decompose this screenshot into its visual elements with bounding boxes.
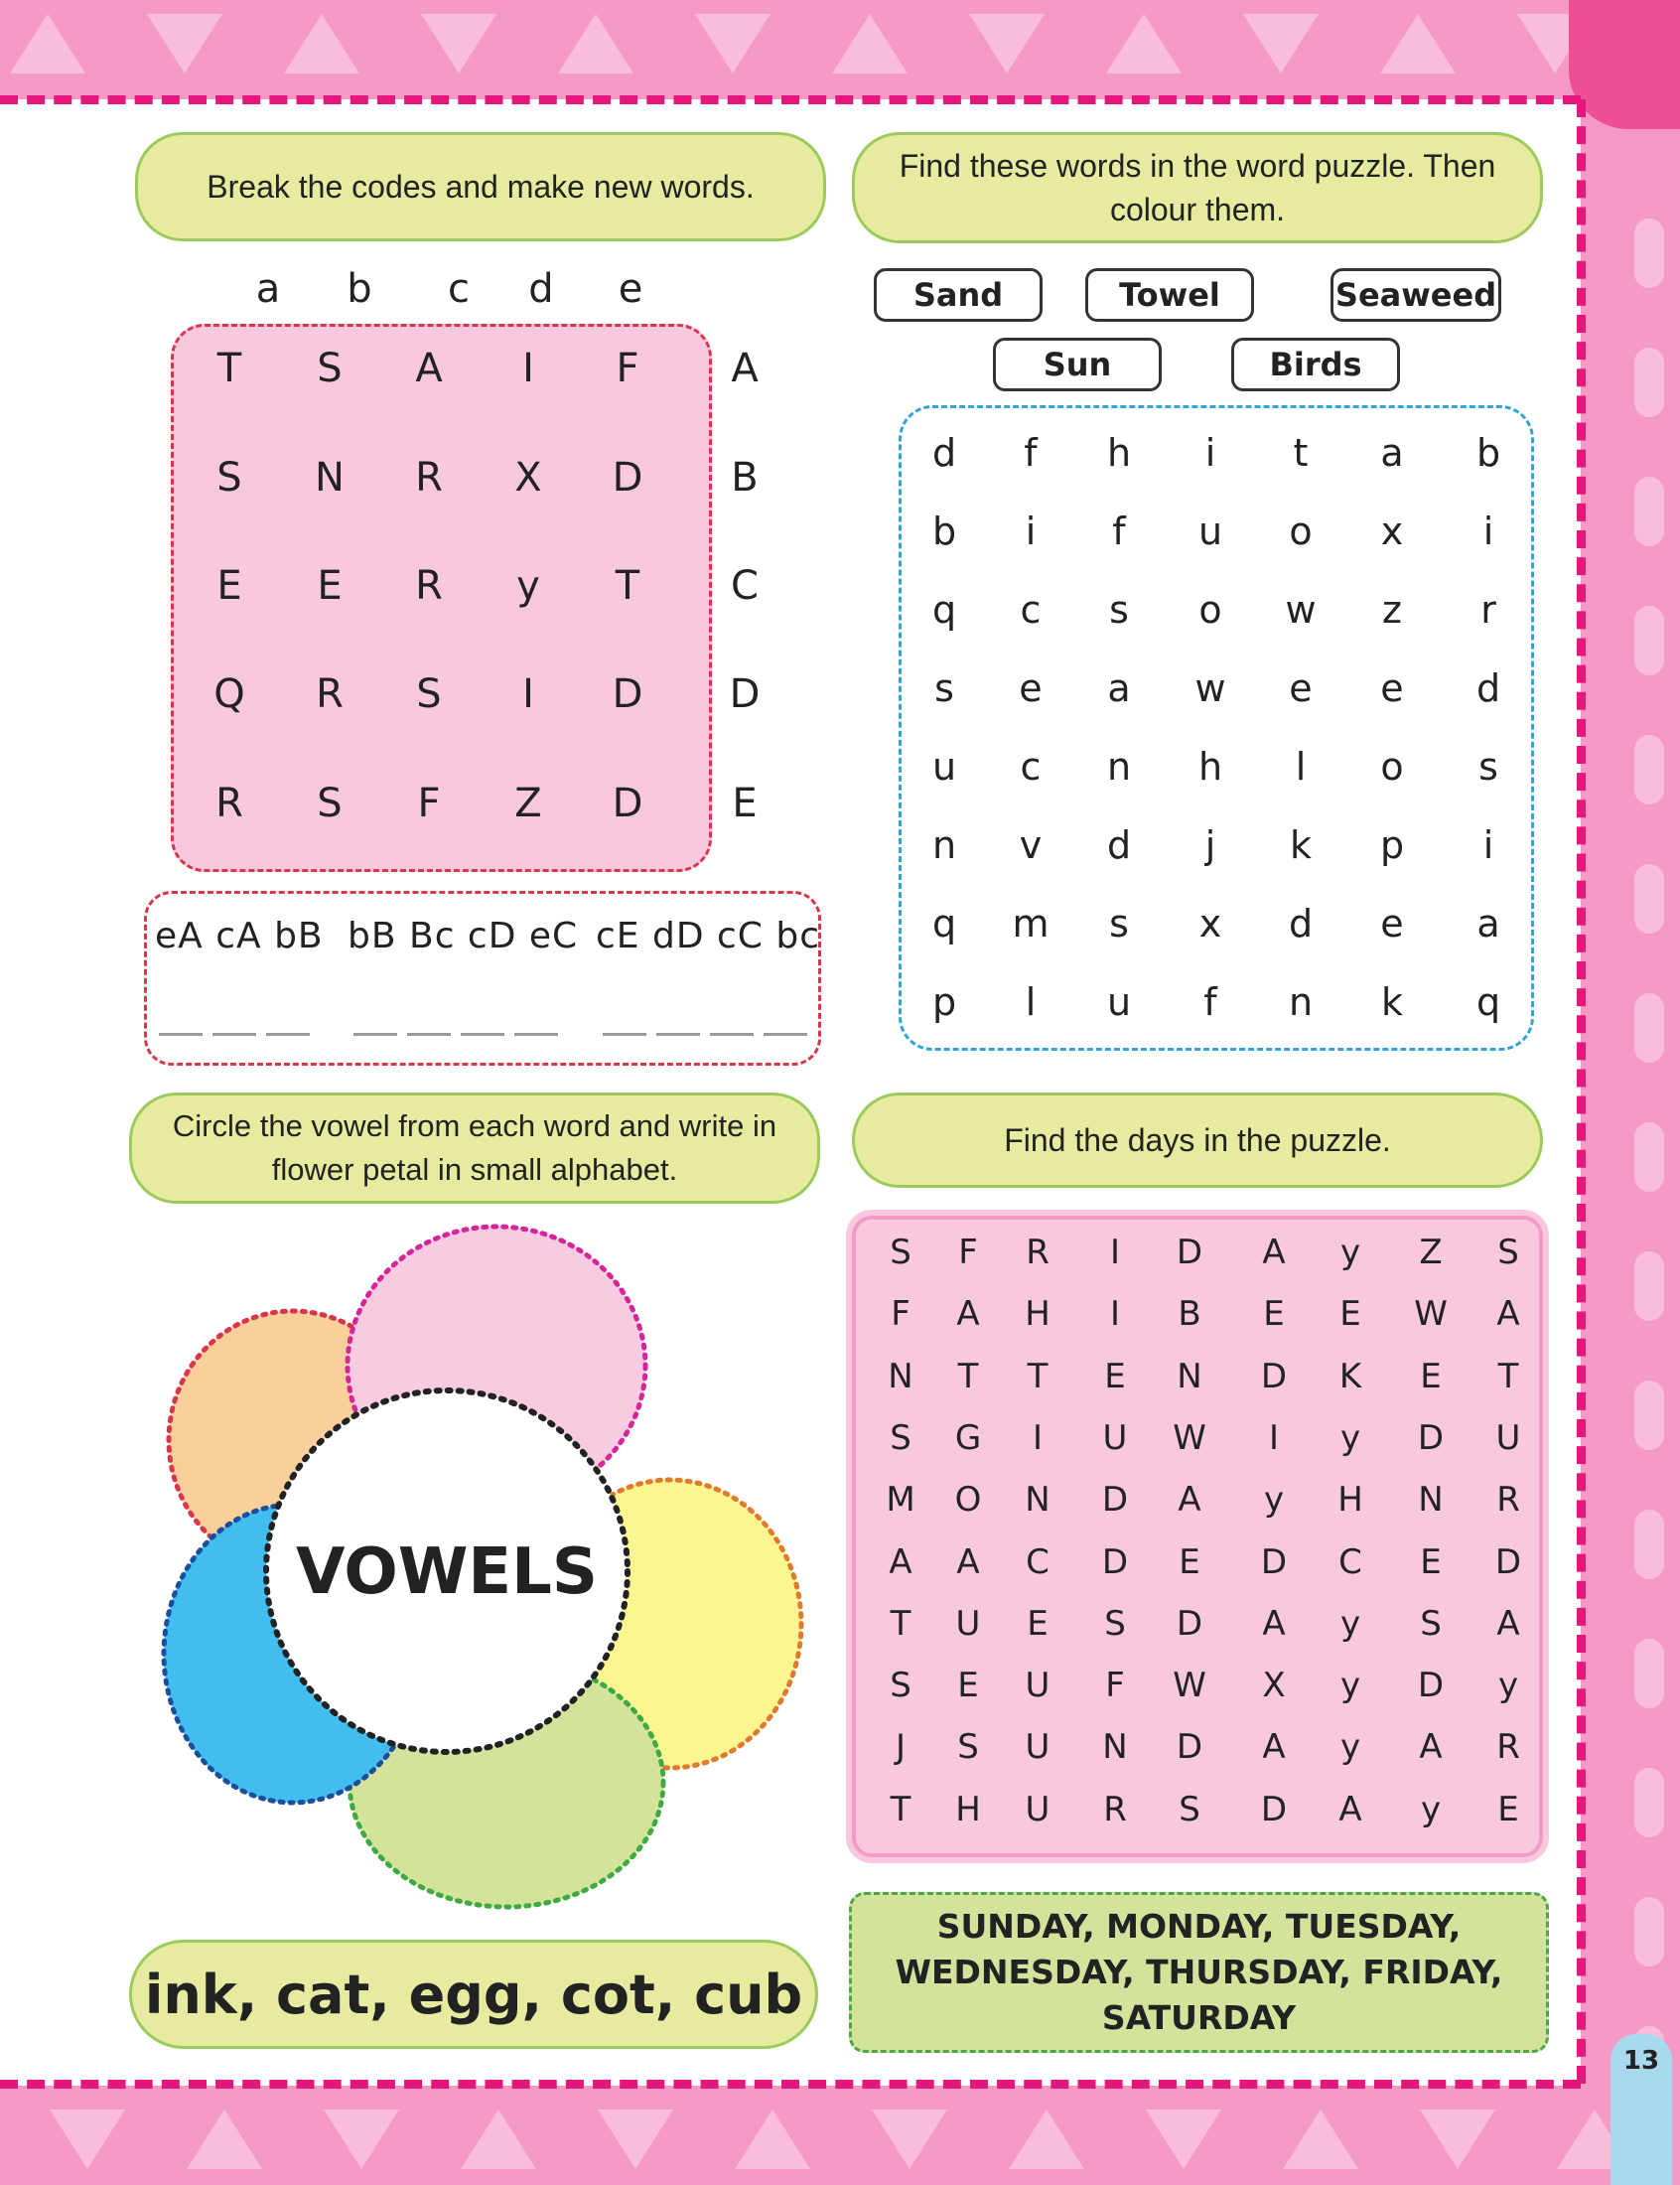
wordsearch-letter: r	[1480, 588, 1496, 632]
wordsearch-letter: d	[1106, 823, 1132, 867]
answer-blank[interactable]	[266, 1033, 310, 1036]
days-letter: D	[1101, 1480, 1129, 1521]
answer-blank[interactable]	[656, 1033, 700, 1036]
code-row-label: A	[731, 346, 759, 391]
days-letter: T	[1027, 1356, 1049, 1396]
wordsearch-letter: o	[1198, 588, 1222, 632]
days-letter: D	[1176, 1233, 1203, 1272]
days-letter: S	[890, 1666, 911, 1706]
wordsearch-letter: k	[1380, 980, 1403, 1024]
border-pill	[1634, 348, 1664, 417]
days-letter: S	[1179, 1789, 1200, 1829]
code-grid-letter: S	[416, 671, 442, 717]
border-triangle	[421, 14, 496, 73]
top-dashed-border	[0, 95, 1581, 104]
days-letter: W	[1414, 1294, 1448, 1335]
days-letter: E	[1104, 1356, 1126, 1396]
days-letter: R	[1026, 1233, 1050, 1272]
wordsearch-letter: f	[1203, 980, 1217, 1024]
days-letter: H	[1337, 1480, 1363, 1521]
wordsearch-letter: b	[1475, 431, 1501, 475]
days-letter: D	[1176, 1603, 1203, 1644]
wordsearch-letter: s	[934, 666, 954, 710]
border-pill	[1634, 1381, 1664, 1450]
code-grid-letter: R	[215, 781, 243, 826]
wordsearch-letter: a	[1380, 431, 1404, 475]
wordsearch-letter: s	[1109, 588, 1129, 632]
wordsearch-letter: u	[931, 745, 957, 789]
wordsearch-letter: c	[1020, 745, 1042, 789]
border-triangle	[558, 14, 633, 73]
wordsearch-letter: x	[1198, 902, 1222, 946]
wordsearch-letter: z	[1382, 588, 1402, 632]
border-triangle	[832, 14, 908, 73]
code-grid-letter: T	[216, 346, 242, 391]
wordsearch-letter: o	[1289, 510, 1313, 553]
border-triangle	[187, 2110, 262, 2169]
border-triangle	[50, 2110, 125, 2169]
wordsearch-letter: n	[1106, 745, 1132, 789]
code-grid-letter: I	[522, 671, 534, 717]
answer-blank[interactable]	[514, 1033, 558, 1036]
answer-blank[interactable]	[212, 1033, 256, 1036]
days-letter: A	[1496, 1294, 1520, 1335]
wordsearch-letter: p	[931, 980, 957, 1024]
wordsearch-instruction	[852, 132, 1543, 243]
wordsearch-letter: l	[1025, 980, 1037, 1024]
days-letter: F	[958, 1233, 978, 1272]
wordsearch-letter: o	[1380, 745, 1404, 789]
days-letter: N	[888, 1356, 913, 1396]
wordsearch-letter: h	[1197, 745, 1223, 789]
days-letter: C	[1338, 1541, 1362, 1582]
days-letter: R	[1496, 1480, 1520, 1521]
days-letter: E	[1420, 1356, 1442, 1396]
wordsearch-grid-box	[899, 405, 1534, 1051]
wordsearch-letter: i	[1482, 823, 1494, 867]
wordsearch-letter: a	[1107, 666, 1131, 710]
days-letter: N	[1102, 1727, 1128, 1768]
code-group-3: cE dD cC bc	[596, 916, 821, 956]
code-column-label: c	[448, 266, 470, 312]
code-column-label: d	[528, 266, 554, 312]
code-grid-letter: D	[612, 455, 643, 501]
wordsearch-letter: b	[931, 510, 957, 553]
border-triangle	[1283, 2110, 1358, 2169]
answer-blank[interactable]	[603, 1033, 646, 1036]
days-letter: y	[1263, 1480, 1285, 1521]
bottom-dashed-border	[0, 2080, 1581, 2089]
border-pill	[1634, 477, 1664, 546]
days-letter: R	[1103, 1789, 1127, 1829]
border-pill	[1634, 1897, 1664, 1966]
bottom-decorative-band	[0, 2086, 1680, 2185]
word-towel: Towel	[1085, 268, 1254, 322]
days-letter: S	[957, 1727, 979, 1768]
wordsearch-letter: f	[1112, 510, 1126, 553]
wordsearch-letter: t	[1293, 431, 1309, 475]
days-letter: y	[1420, 1789, 1442, 1829]
days-letter: T	[890, 1789, 911, 1829]
wordsearch-letter: u	[1106, 980, 1132, 1024]
answer-blank[interactable]	[461, 1033, 504, 1036]
code-grid-letter: Q	[213, 671, 245, 717]
days-letter: U	[1495, 1417, 1521, 1458]
answer-blank[interactable]	[407, 1033, 451, 1036]
days-letter: D	[1494, 1541, 1522, 1582]
days-letter: y	[1339, 1233, 1361, 1272]
days-letter: A	[1338, 1789, 1362, 1829]
word-sand: Sand	[874, 268, 1043, 322]
code-grid-letter: S	[216, 455, 242, 501]
days-letter: S	[1104, 1603, 1126, 1644]
code-grid-letter: D	[612, 781, 643, 826]
code-grid-letter: F	[417, 781, 441, 826]
days-instruction-text: Find the days in the puzzle.	[1004, 1122, 1391, 1158]
border-triangle	[1243, 14, 1319, 73]
days-letter: E	[1420, 1541, 1442, 1582]
days-letter: U	[1025, 1666, 1050, 1706]
days-letter: U	[955, 1603, 981, 1644]
days-letter: U	[1025, 1789, 1050, 1829]
answer-blank[interactable]	[764, 1033, 807, 1036]
wordsearch-letter: q	[931, 902, 957, 946]
days-letter: U	[1102, 1417, 1128, 1458]
border-pill	[1634, 1251, 1664, 1321]
days-list-line-2: WEDNESDAY, THURSDAY, FRIDAY,	[895, 1953, 1503, 1991]
wordsearch-letter: d	[931, 431, 957, 475]
border-triangle	[284, 14, 359, 73]
border-triangle	[598, 2110, 673, 2169]
wordsearch-instruction-text: Find these words in the word puzzle. Then colour them.	[899, 148, 1496, 227]
wordsearch-letter: u	[1197, 510, 1223, 553]
days-letter: A	[889, 1541, 912, 1582]
days-letter: Z	[1419, 1233, 1443, 1272]
days-letter: A	[1419, 1727, 1443, 1768]
code-grid-letter: T	[615, 563, 640, 609]
days-letter: D	[1417, 1666, 1445, 1706]
days-letter: E	[957, 1666, 979, 1706]
code-grid-letter: D	[612, 671, 643, 717]
wordsearch-letter: q	[931, 588, 957, 632]
days-letter: E	[1497, 1789, 1519, 1829]
wordsearch-letter: e	[1380, 902, 1404, 946]
days-letter: B	[1178, 1294, 1201, 1335]
wordsearch-letter: n	[931, 823, 957, 867]
code-grid-letter: Z	[514, 781, 542, 826]
days-letter: A	[1496, 1603, 1520, 1644]
wordsearch-letter: i	[1482, 510, 1494, 553]
wordsearch-letter: w	[1285, 588, 1317, 632]
days-letter: T	[1497, 1356, 1519, 1396]
wordsearch-letter: d	[1288, 902, 1314, 946]
code-row-label: E	[732, 781, 758, 826]
days-letter: F	[1105, 1666, 1125, 1706]
wordsearch-letter: c	[1020, 588, 1042, 632]
wordsearch-letter: x	[1380, 510, 1404, 553]
code-column-label: b	[347, 266, 372, 312]
days-letter: E	[1027, 1603, 1049, 1644]
days-letter: E	[1263, 1294, 1285, 1335]
border-pill	[1634, 1122, 1664, 1192]
days-letter: D	[1260, 1356, 1288, 1396]
border-triangle	[461, 2110, 536, 2169]
border-pill	[1634, 1639, 1664, 1708]
days-letter: W	[1173, 1417, 1206, 1458]
days-letter: D	[1101, 1541, 1129, 1582]
wordsearch-letter: i	[1204, 431, 1216, 475]
days-word-list	[849, 1892, 1549, 2053]
wordsearch-letter: v	[1019, 823, 1043, 867]
days-letter: A	[1262, 1603, 1286, 1644]
days-letter: I	[1268, 1417, 1280, 1458]
vowel-words-text: ink, cat, egg, cot, cub	[144, 1963, 803, 2026]
page-number: 13	[1610, 2034, 1672, 2185]
wordsearch-letter: p	[1379, 823, 1405, 867]
days-letter: S	[1497, 1233, 1519, 1272]
right-decorative-band	[1579, 0, 1680, 2185]
wordsearch-letter: q	[1475, 980, 1501, 1024]
wordsearch-letter: d	[1475, 666, 1501, 710]
days-letter: y	[1339, 1417, 1361, 1458]
border-triangle	[872, 2110, 947, 2169]
wordsearch-letter: e	[1019, 666, 1043, 710]
answer-blank[interactable]	[159, 1033, 203, 1036]
code-grid-letter: R	[316, 671, 344, 717]
days-letter: H	[1025, 1294, 1050, 1335]
days-letter: A	[1178, 1480, 1201, 1521]
days-letter: A	[956, 1294, 980, 1335]
border-triangle	[1009, 2110, 1084, 2169]
code-grid-letter: N	[315, 455, 345, 501]
days-letter: X	[1262, 1666, 1286, 1706]
days-letter: U	[1025, 1727, 1050, 1768]
code-grid-letter: S	[317, 781, 343, 826]
days-list-line-3: SATURDAY	[1101, 1998, 1297, 2037]
wordsearch-letter: a	[1476, 902, 1500, 946]
code-grid-letter: I	[522, 346, 534, 391]
days-letter: K	[1338, 1356, 1362, 1396]
top-decorative-band	[0, 0, 1680, 99]
days-letter: I	[1109, 1294, 1121, 1335]
days-letter: y	[1339, 1603, 1361, 1644]
flower-center-label: VOWELS	[296, 1535, 598, 1609]
code-grid-letter: S	[317, 346, 343, 391]
days-letter: J	[895, 1727, 907, 1768]
border-pill	[1634, 218, 1664, 288]
days-letter: D	[1176, 1727, 1203, 1768]
days-letter: T	[957, 1356, 979, 1396]
days-letter: y	[1339, 1666, 1361, 1706]
wordsearch-letter: m	[1012, 902, 1050, 946]
days-letter: D	[1417, 1417, 1445, 1458]
days-letter: I	[1032, 1417, 1044, 1458]
answer-blank[interactable]	[710, 1033, 754, 1036]
border-triangle	[324, 2110, 399, 2169]
code-grid-letter: R	[415, 455, 443, 501]
days-list-line-1: SUNDAY, MONDAY, TUESDAY,	[936, 1907, 1462, 1946]
code-grid-letter: R	[415, 563, 443, 609]
code-group-2: bB Bc cD eC	[348, 916, 579, 956]
border-pill	[1634, 993, 1664, 1063]
code-grid-letter: F	[616, 346, 639, 391]
code-row-label: D	[729, 671, 761, 717]
border-pill	[1634, 735, 1664, 804]
days-letter: A	[956, 1541, 980, 1582]
days-letter: C	[1026, 1541, 1050, 1582]
days-letter: S	[890, 1417, 911, 1458]
days-letter: D	[1260, 1789, 1288, 1829]
days-letter: S	[1420, 1603, 1442, 1644]
days-letter: E	[1339, 1294, 1361, 1335]
wordsearch-letter: h	[1106, 431, 1132, 475]
vowels-instruction-text: Circle the vowel from each word and write in flower petal in small alphabet.	[172, 1108, 777, 1187]
wordsearch-letter: e	[1380, 666, 1404, 710]
wordsearch-letter: s	[1109, 902, 1129, 946]
vowels-instruction	[129, 1092, 820, 1204]
wordsearch-letter: s	[1478, 745, 1498, 789]
border-triangle	[969, 14, 1045, 73]
days-letter: A	[1262, 1727, 1286, 1768]
days-letter: F	[891, 1294, 910, 1335]
days-letter: S	[890, 1233, 911, 1272]
wordsearch-letter: k	[1289, 823, 1312, 867]
code-grid-letter: X	[514, 455, 542, 501]
days-letter: I	[1109, 1233, 1121, 1272]
code-group-1: eA cA bB	[155, 916, 324, 956]
days-letter: N	[1177, 1356, 1202, 1396]
vowel-flower	[129, 1222, 824, 1937]
days-letter: N	[1418, 1480, 1444, 1521]
border-pill	[1634, 864, 1664, 934]
wordsearch-letter: l	[1295, 745, 1307, 789]
code-grid-letter: E	[216, 563, 242, 609]
days-letter: M	[886, 1480, 915, 1521]
days-letter: A	[1262, 1233, 1286, 1272]
word-sun: Sun	[993, 338, 1162, 391]
right-dashed-border	[1577, 99, 1586, 2084]
code-row-label: B	[731, 455, 759, 501]
code-grid-letter: y	[516, 563, 540, 609]
days-instruction	[852, 1092, 1543, 1188]
code-column-label: e	[618, 266, 643, 312]
days-letter: H	[955, 1789, 981, 1829]
border-triangle	[1380, 14, 1456, 73]
answer-blank[interactable]	[353, 1033, 397, 1036]
border-triangle	[10, 14, 85, 73]
days-letter: O	[954, 1480, 982, 1521]
codes-instruction	[135, 132, 826, 241]
days-letter: T	[890, 1603, 911, 1644]
border-triangle	[1146, 2110, 1221, 2169]
wordsearch-letter: e	[1289, 666, 1313, 710]
days-letter: W	[1173, 1666, 1206, 1706]
wordsearch-letter: j	[1204, 823, 1216, 867]
code-column-label: a	[255, 266, 281, 312]
word-birds: Birds	[1231, 338, 1400, 391]
days-letter: N	[1025, 1480, 1050, 1521]
days-letter: R	[1496, 1727, 1520, 1768]
wordsearch-letter: w	[1194, 666, 1226, 710]
codes-instruction-text: Break the codes and make new words.	[207, 169, 755, 205]
wordsearch-letter: i	[1025, 510, 1037, 553]
word-seaweed: Seaweed	[1330, 268, 1501, 322]
code-row-label: C	[731, 563, 759, 609]
days-letter: D	[1260, 1541, 1288, 1582]
days-letter: G	[954, 1417, 982, 1458]
code-grid-letter: A	[415, 346, 443, 391]
border-triangle	[147, 14, 222, 73]
border-triangle	[695, 14, 770, 73]
days-letter: E	[1179, 1541, 1200, 1582]
vowel-words	[129, 1940, 818, 2049]
wordsearch-letter: f	[1024, 431, 1038, 475]
border-triangle	[735, 2110, 810, 2169]
code-grid-letter: E	[317, 563, 343, 609]
border-triangle	[1420, 2110, 1495, 2169]
days-letter: y	[1339, 1727, 1361, 1768]
border-triangle	[1106, 14, 1182, 73]
days-letter: y	[1497, 1666, 1519, 1706]
wordsearch-letter: n	[1288, 980, 1314, 1024]
border-pill	[1634, 1768, 1664, 1837]
border-pill	[1634, 1510, 1664, 1579]
border-pill	[1634, 606, 1664, 675]
